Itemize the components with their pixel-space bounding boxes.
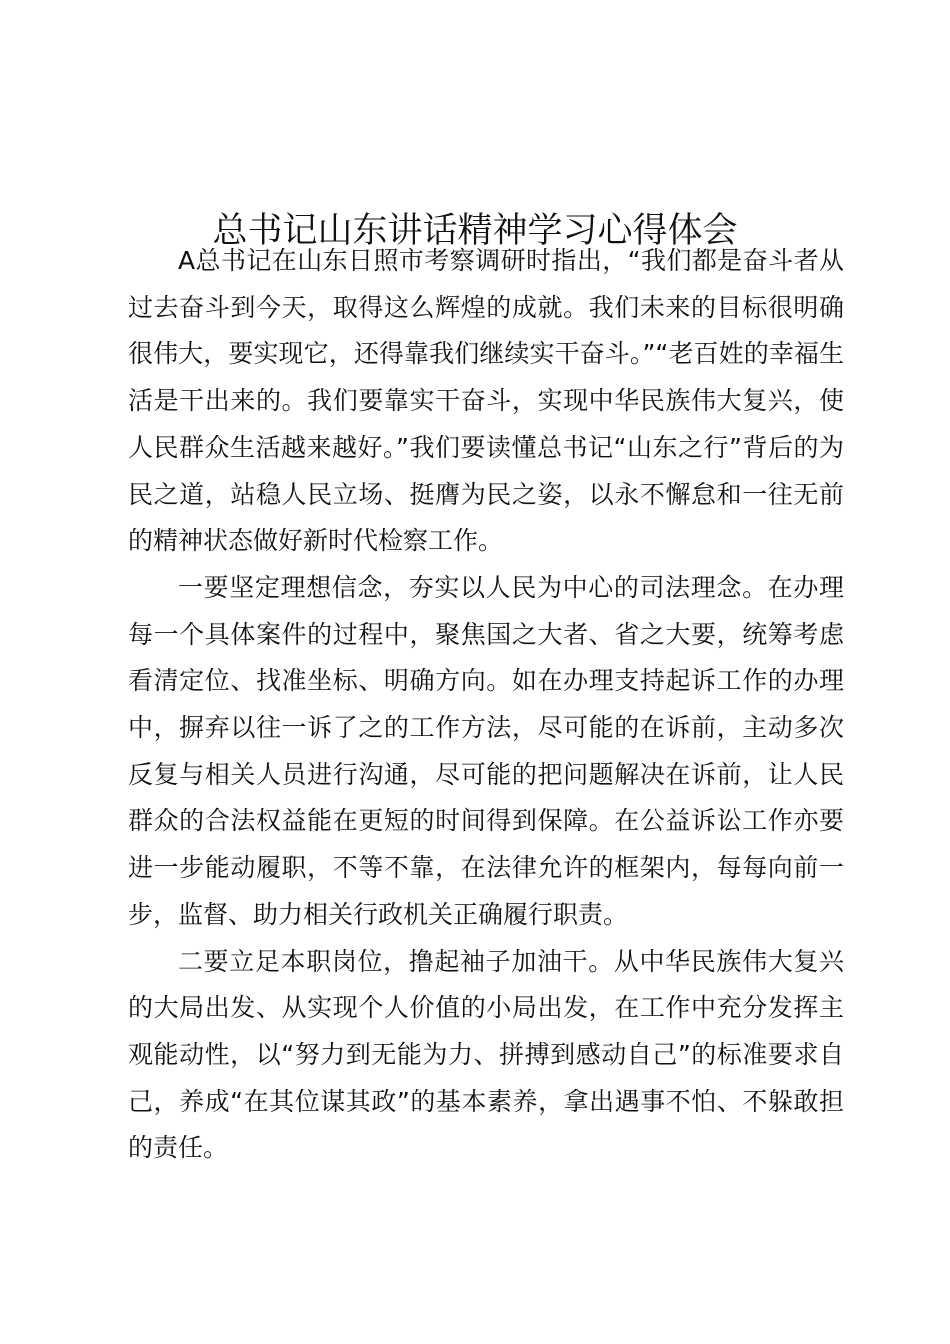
paragraph-point-two: 二要立足本职岗位，撸起袖子加油干。从中华民族伟大复兴的大局出发、从实现个人价值的小局出发，在工作中充分发挥主观能动性，以“努力到无能为力、拼搏到感动自己”的标准要求自己，养成“在其位谋其政”的基本素养，拿出遇事不怕、不躲敢担的责任。 — [128, 946, 844, 1163]
paragraph-point-one: 一要坚定理想信念，夯实以人民为中心的司法理念。在办理每一个具体案件的过程中，聚焦国之大者、省之大要，统筹考虑看清定位、找准坐标、明确方向。如在办理支持起诉工作的办理中，摒弃以往一诉了之的工作方法，尽可能的在诉前，主动多次反复与相关人员进行沟通，尽可能的把问题解决在诉前，让人民群众的合法权益能在更短的时间得到保障。在公益诉讼工作亦要进一步能动履职，不等不靠，在法律允许的框架内，每每向前一步，监督、助力相关行政机关正确履行职责。 — [128, 572, 844, 929]
document-title: 总书记山东讲话精神学习心得体会 — [212, 211, 738, 252]
document-body — [128, 238, 844, 1172]
paragraph-intro: A总书记在山东日照市考察调研时指出，“我们都是奋斗者从过去奋斗到今天，取得这么辉煌的成就。我们未来的目标很明确很伟大，要实现它，还得靠我们继续实干奋斗。”“老百姓的幸福生活是干出来的。我们要靠实干奋斗，实现中华民族伟大复兴，使人民群众生活越来越好。”我们要读懂总书记“山东之行”背后的为民之道，站稳人民立场、挺膺为民之姿，以永不懈怠和一往无前的精神状态做好新时代检察工作。 — [128, 246, 844, 556]
